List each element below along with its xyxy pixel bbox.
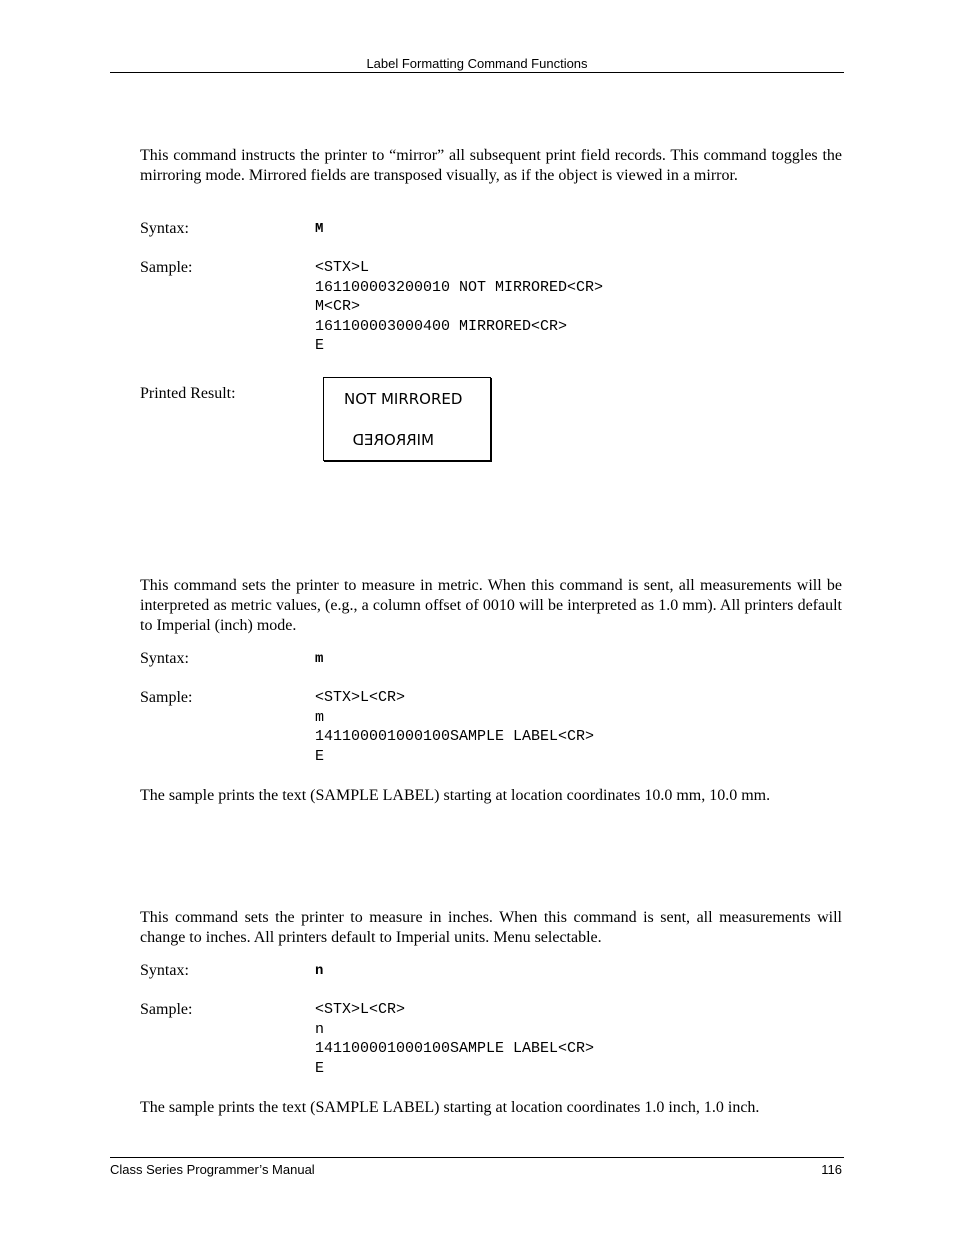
header-divider bbox=[110, 72, 844, 73]
code-line: m bbox=[315, 708, 325, 726]
inch-sample-code bbox=[315, 1000, 594, 1078]
code-line: 161100003200010 NOT MIRRORED<CR> bbox=[315, 278, 604, 296]
metric-sample-code bbox=[315, 688, 594, 766]
running-header: Label Formatting Command Functions bbox=[366, 56, 588, 71]
code-line: n bbox=[315, 1020, 325, 1038]
mirror-description: This command instructs the printer to “mirror” all subsequent print field records. This command toggles the mirroring mode. Mirrored fields are transposed visually, as if the object is viewed in a mirror. bbox=[140, 147, 842, 184]
not-mirrored-text: NOT MIRRORED bbox=[344, 390, 463, 408]
code-line: 161100003000400 MIRRORED<CR> bbox=[315, 317, 568, 335]
printed-result-label: Printed Result: bbox=[140, 385, 236, 402]
footer-manual-title: Class Series Programmer’s Manual bbox=[110, 1162, 315, 1177]
inch-description: This command sets the printer to measure in inches. When this command is sent, all measurements will change to inches. All printers default to Imperial units. Menu selectable. bbox=[140, 909, 842, 946]
inch-sample-label: Sample: bbox=[140, 1001, 193, 1018]
footer-divider bbox=[110, 1157, 844, 1158]
code-line: M<CR> bbox=[315, 298, 361, 315]
code-line: <STX>L<CR> bbox=[315, 1001, 406, 1018]
code-line: 141100001000100SAMPLE LABEL<CR> bbox=[315, 728, 595, 745]
code-line: E bbox=[315, 1059, 325, 1077]
code-line: <STX>L bbox=[315, 259, 370, 276]
metric-note: The sample prints the text (SAMPLE LABEL) starting at location coordinates 10.0 mm, 10.0 mm. bbox=[140, 787, 771, 804]
metric-syntax-command: m bbox=[315, 651, 324, 667]
mirror-sample-label: Sample: bbox=[140, 259, 193, 276]
metric-syntax-label: Syntax: bbox=[140, 650, 189, 667]
mirror-sample-code bbox=[315, 258, 603, 356]
metric-description: This command sets the printer to measure in metric. When this command is sent, all measurements will be interpreted as metric values, (e.g., a column offset of 0010 will be interpreted as 1.0 mm). All printers default to Imperial (inch) mode. bbox=[140, 577, 842, 634]
mirror-syntax-label: Syntax: bbox=[140, 220, 189, 237]
inch-syntax-command: n bbox=[315, 963, 324, 979]
code-line: E bbox=[315, 337, 325, 354]
page-number: 116 bbox=[821, 1162, 842, 1177]
code-line: <STX>L<CR> bbox=[315, 689, 406, 706]
mirror-syntax-command: M bbox=[315, 221, 324, 237]
mirrored-text: MIRRORED bbox=[352, 431, 434, 449]
code-line: E bbox=[315, 747, 325, 765]
inch-syntax-label: Syntax: bbox=[140, 962, 189, 979]
code-line: 141100001000100SAMPLE LABEL<CR> bbox=[315, 1040, 595, 1057]
printed-result-box bbox=[323, 377, 491, 461]
metric-sample-label: Sample: bbox=[140, 689, 193, 706]
inch-note: The sample prints the text (SAMPLE LABEL) starting at location coordinates 1.0 inch, 1.0 inch. bbox=[140, 1099, 760, 1116]
